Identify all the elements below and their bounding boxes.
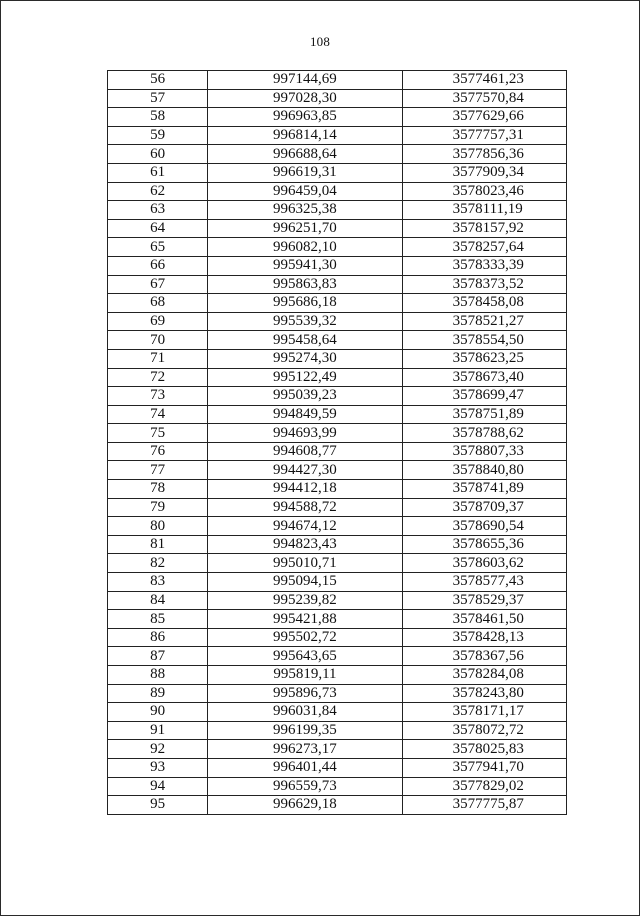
x-coordinate-cell: 995094,15	[208, 573, 402, 592]
x-coordinate-cell: 995502,72	[208, 628, 402, 647]
x-coordinate-cell: 996459,04	[208, 182, 402, 201]
table-row	[108, 442, 567, 461]
y-coordinate-cell: 3578025,83	[402, 740, 566, 759]
point-number-cell: 59	[108, 126, 208, 145]
y-coordinate-cell: 3578333,39	[402, 256, 566, 275]
x-coordinate-cell: 995896,73	[208, 684, 402, 703]
table-row	[108, 573, 567, 592]
x-coordinate-cell: 996814,14	[208, 126, 402, 145]
y-coordinate-cell: 3578529,37	[402, 591, 566, 610]
y-coordinate-cell: 3578171,17	[402, 703, 566, 722]
y-coordinate-cell: 3577757,31	[402, 126, 566, 145]
point-number-cell: 63	[108, 201, 208, 220]
y-coordinate-cell: 3578111,19	[402, 201, 566, 220]
x-coordinate-cell: 995239,82	[208, 591, 402, 610]
y-coordinate-cell: 3577909,34	[402, 163, 566, 182]
table-row	[108, 312, 567, 331]
y-coordinate-cell: 3578243,80	[402, 684, 566, 703]
y-coordinate-cell: 3578367,56	[402, 647, 566, 666]
point-number-cell: 60	[108, 145, 208, 164]
point-number-cell: 67	[108, 275, 208, 294]
point-number-cell: 78	[108, 480, 208, 499]
table-row	[108, 666, 567, 685]
table-row	[108, 461, 567, 480]
y-coordinate-cell: 3578072,72	[402, 721, 566, 740]
point-number-cell: 62	[108, 182, 208, 201]
x-coordinate-cell: 995819,11	[208, 666, 402, 685]
y-coordinate-cell: 3578373,52	[402, 275, 566, 294]
point-number-cell: 73	[108, 387, 208, 406]
point-number-cell: 93	[108, 758, 208, 777]
point-number-cell: 75	[108, 424, 208, 443]
x-coordinate-cell: 996688,64	[208, 145, 402, 164]
table-row	[108, 126, 567, 145]
x-coordinate-cell: 995539,32	[208, 312, 402, 331]
y-coordinate-cell: 3578461,50	[402, 610, 566, 629]
y-coordinate-cell: 3577856,36	[402, 145, 566, 164]
table-row	[108, 796, 567, 815]
x-coordinate-cell: 994674,12	[208, 517, 402, 536]
point-number-cell: 65	[108, 238, 208, 257]
point-number-cell: 83	[108, 573, 208, 592]
point-number-cell: 86	[108, 628, 208, 647]
point-number-cell: 61	[108, 163, 208, 182]
table-row	[108, 480, 567, 499]
x-coordinate-cell: 996199,35	[208, 721, 402, 740]
point-number-cell: 85	[108, 610, 208, 629]
table-row	[108, 554, 567, 573]
point-number-cell: 68	[108, 294, 208, 313]
x-coordinate-cell: 995643,65	[208, 647, 402, 666]
table-row	[108, 740, 567, 759]
table-row	[108, 387, 567, 406]
x-coordinate-cell: 996559,73	[208, 777, 402, 796]
x-coordinate-cell: 996401,44	[208, 758, 402, 777]
point-number-cell: 88	[108, 666, 208, 685]
x-coordinate-cell: 995941,30	[208, 256, 402, 275]
table-row	[108, 331, 567, 350]
point-number-cell: 90	[108, 703, 208, 722]
table-row	[108, 591, 567, 610]
x-coordinate-cell: 994588,72	[208, 498, 402, 517]
point-number-cell: 92	[108, 740, 208, 759]
table-row	[108, 145, 567, 164]
point-number-cell: 80	[108, 517, 208, 536]
table-row	[108, 108, 567, 127]
table-row	[108, 684, 567, 703]
point-number-cell: 64	[108, 219, 208, 238]
y-coordinate-cell: 3578623,25	[402, 349, 566, 368]
y-coordinate-cell: 3577941,70	[402, 758, 566, 777]
x-coordinate-cell: 994608,77	[208, 442, 402, 461]
y-coordinate-cell: 3577829,02	[402, 777, 566, 796]
table-row	[108, 256, 567, 275]
point-number-cell: 94	[108, 777, 208, 796]
point-number-cell: 95	[108, 796, 208, 815]
point-number-cell: 58	[108, 108, 208, 127]
y-coordinate-cell: 3578673,40	[402, 368, 566, 387]
x-coordinate-cell: 995686,18	[208, 294, 402, 313]
table-row	[108, 368, 567, 387]
point-number-cell: 84	[108, 591, 208, 610]
x-coordinate-cell: 995274,30	[208, 349, 402, 368]
x-coordinate-cell: 997144,69	[208, 71, 402, 90]
y-coordinate-cell: 3578023,46	[402, 182, 566, 201]
point-number-cell: 57	[108, 89, 208, 108]
x-coordinate-cell: 996251,70	[208, 219, 402, 238]
x-coordinate-cell: 995122,49	[208, 368, 402, 387]
point-number-cell: 79	[108, 498, 208, 517]
page-number: 108	[309, 34, 331, 49]
point-number-cell: 56	[108, 71, 208, 90]
x-coordinate-cell: 994427,30	[208, 461, 402, 480]
point-number-cell: 77	[108, 461, 208, 480]
table-row	[108, 275, 567, 294]
table-row	[108, 721, 567, 740]
table-row	[108, 424, 567, 443]
table-row	[108, 294, 567, 313]
x-coordinate-cell: 995010,71	[208, 554, 402, 573]
x-coordinate-cell: 996963,85	[208, 108, 402, 127]
y-coordinate-cell: 3577629,66	[402, 108, 566, 127]
table-row	[108, 238, 567, 257]
y-coordinate-cell: 3577775,87	[402, 796, 566, 815]
point-number-cell: 66	[108, 256, 208, 275]
point-number-cell: 81	[108, 535, 208, 554]
table-row	[108, 647, 567, 666]
table-row	[108, 610, 567, 629]
point-number-cell: 76	[108, 442, 208, 461]
table-row	[108, 535, 567, 554]
table-row	[108, 517, 567, 536]
y-coordinate-cell: 3578577,43	[402, 573, 566, 592]
table-row	[108, 219, 567, 238]
x-coordinate-cell: 996629,18	[208, 796, 402, 815]
table-row	[108, 703, 567, 722]
y-coordinate-cell: 3578521,27	[402, 312, 566, 331]
x-coordinate-cell: 996619,31	[208, 163, 402, 182]
table-row	[108, 89, 567, 108]
y-coordinate-cell: 3578603,62	[402, 554, 566, 573]
x-coordinate-cell: 996273,17	[208, 740, 402, 759]
x-coordinate-cell: 994412,18	[208, 480, 402, 499]
table-row	[108, 758, 567, 777]
x-coordinate-cell: 996031,84	[208, 703, 402, 722]
table-row	[108, 163, 567, 182]
table-row	[108, 498, 567, 517]
x-coordinate-cell: 997028,30	[208, 89, 402, 108]
table-row	[108, 201, 567, 220]
table-row	[108, 71, 567, 90]
y-coordinate-cell: 3578157,92	[402, 219, 566, 238]
table-row	[108, 349, 567, 368]
y-coordinate-cell: 3578788,62	[402, 424, 566, 443]
point-number-cell: 72	[108, 368, 208, 387]
y-coordinate-cell: 3577461,23	[402, 71, 566, 90]
table-row	[108, 628, 567, 647]
x-coordinate-cell: 995458,64	[208, 331, 402, 350]
x-coordinate-cell: 996082,10	[208, 238, 402, 257]
x-coordinate-cell: 994849,59	[208, 405, 402, 424]
y-coordinate-cell: 3578751,89	[402, 405, 566, 424]
x-coordinate-cell: 995421,88	[208, 610, 402, 629]
x-coordinate-cell: 994693,99	[208, 424, 402, 443]
x-coordinate-cell: 996325,38	[208, 201, 402, 220]
x-coordinate-cell: 994823,43	[208, 535, 402, 554]
y-coordinate-cell: 3578428,13	[402, 628, 566, 647]
coordinates-table-body	[108, 71, 567, 815]
point-number-cell: 91	[108, 721, 208, 740]
point-number-cell: 71	[108, 349, 208, 368]
x-coordinate-cell: 995039,23	[208, 387, 402, 406]
y-coordinate-cell: 3578284,08	[402, 666, 566, 685]
y-coordinate-cell: 3577570,84	[402, 89, 566, 108]
y-coordinate-cell: 3578458,08	[402, 294, 566, 313]
point-number-cell: 70	[108, 331, 208, 350]
y-coordinate-cell: 3578807,33	[402, 442, 566, 461]
table-row	[108, 405, 567, 424]
point-number-cell: 87	[108, 647, 208, 666]
x-coordinate-cell: 995863,83	[208, 275, 402, 294]
point-number-cell: 89	[108, 684, 208, 703]
table-row	[108, 182, 567, 201]
y-coordinate-cell: 3578690,54	[402, 517, 566, 536]
point-number-cell: 74	[108, 405, 208, 424]
y-coordinate-cell: 3578699,47	[402, 387, 566, 406]
point-number-cell: 69	[108, 312, 208, 331]
table-row	[108, 777, 567, 796]
y-coordinate-cell: 3578840,80	[402, 461, 566, 480]
coordinates-table	[107, 70, 567, 815]
y-coordinate-cell: 3578655,36	[402, 535, 566, 554]
point-number-cell: 82	[108, 554, 208, 573]
y-coordinate-cell: 3578741,89	[402, 480, 566, 499]
y-coordinate-cell: 3578709,37	[402, 498, 566, 517]
y-coordinate-cell: 3578257,64	[402, 238, 566, 257]
y-coordinate-cell: 3578554,50	[402, 331, 566, 350]
